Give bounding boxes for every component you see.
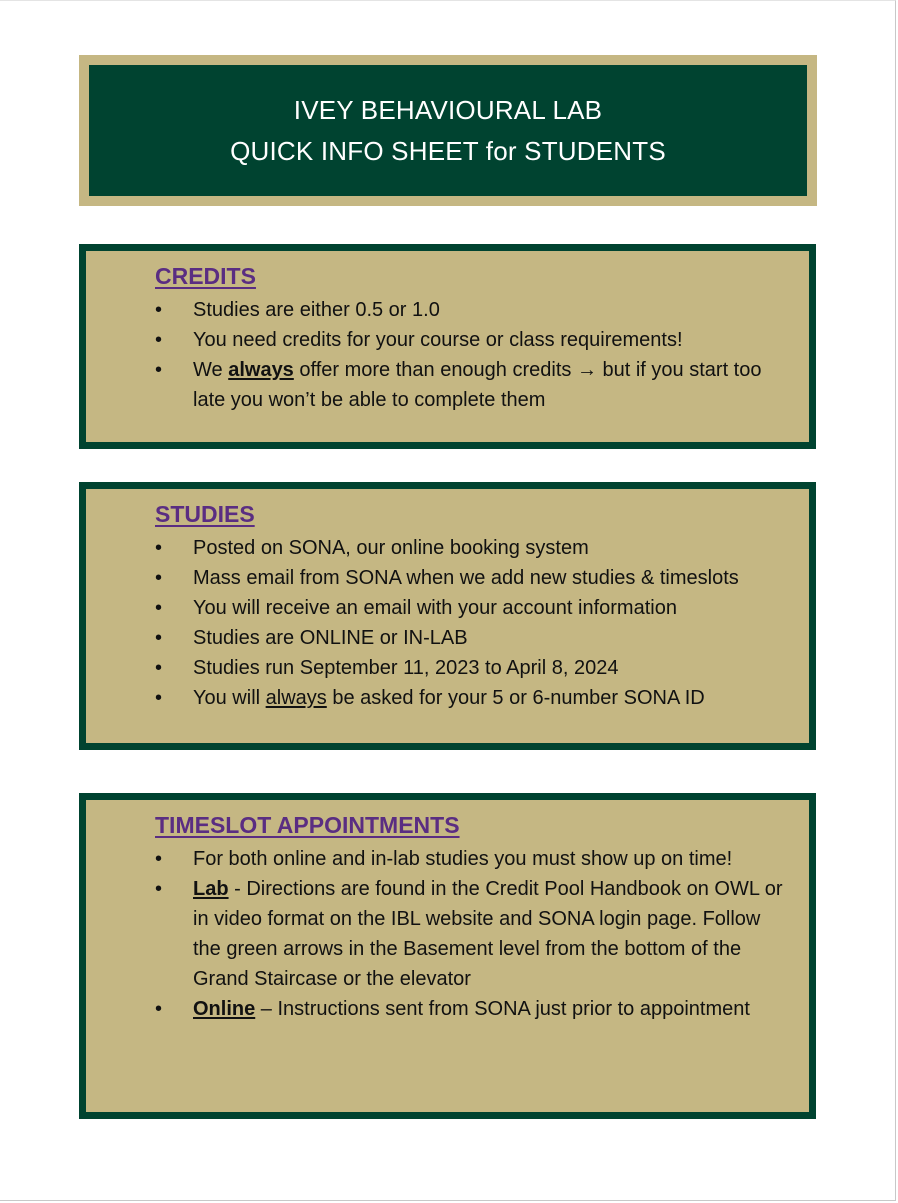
studies-heading: STUDIES [155,501,255,527]
list-item-text: Studies are ONLINE or IN-LAB [193,627,468,649]
bullet-icon: • [155,878,163,900]
header-title-line-2: QUICK INFO SHEET for STUDENTS [230,135,666,166]
list-item-text-post: - Directions are found in the Credit Pool Handbook on OWL or in video format on the IBL website and SONA login page. Follow the green arrows in the Basement level from the bottom of the Grand Staircase or the elevator [193,878,783,990]
list-item [155,844,785,874]
list-item [155,295,785,325]
timeslot-heading: TIMESLOT APPOINTMENTS [155,812,460,838]
credits-list [155,295,785,415]
bullet-icon: • [155,848,163,870]
bullet-icon: • [155,657,163,679]
list-item-text: You will receive an email with your account information [193,597,677,619]
list-item [155,683,785,713]
bullet-icon: • [155,597,163,619]
emphasis-always: always [265,687,327,709]
list-item-text-pre: We [193,359,229,381]
emphasis-online: Online [193,998,256,1020]
bullet-icon: • [155,567,163,589]
list-item [155,653,785,683]
list-item [155,623,785,653]
bullet-icon: • [155,329,163,351]
bullet-icon: • [155,687,163,709]
bullet-icon: • [155,359,163,381]
list-item-text-post: be asked for your 5 or 6-number SONA ID [326,687,705,709]
timeslot-section [79,793,816,1119]
list-item-text-post: offer more than enough credits → but if you start too late you won’t be able to complete them [193,359,762,411]
bullet-icon: • [155,998,163,1020]
bullet-icon: • [155,627,163,649]
list-item-text: You need credits for your course or class requirements! [193,329,683,351]
list-item [155,355,785,415]
header-title-line-1: IVEY BEHAVIOURAL LAB [293,94,603,125]
list-item [155,874,785,994]
list-item-text-post: – Instructions sent from SONA just prior to appointment [255,998,750,1020]
emphasis-lab: Lab [193,878,229,900]
bullet-icon: • [155,537,163,559]
header-title-box [89,65,807,196]
list-item [155,325,785,355]
studies-section [79,482,816,750]
timeslot-list [155,844,785,1024]
list-item-text-pre: You will [193,687,266,709]
list-item-text: Mass email from SONA when we add new studies & timeslots [193,567,739,589]
list-item-text: Studies are either 0.5 or 1.0 [193,299,440,321]
credits-section [79,244,816,449]
list-item-text: For both online and in-lab studies you must show up on time! [193,848,733,870]
list-item-text: Studies run September 11, 2023 to April 8, 2024 [193,657,619,679]
list-item [155,994,785,1024]
studies-list [155,533,785,713]
emphasis-always: always [228,359,294,381]
bullet-icon: • [155,299,163,321]
list-item-text: Posted on SONA, our online booking system [193,537,589,559]
credits-heading: CREDITS [155,263,256,289]
list-item [155,593,785,623]
header-banner [79,55,817,206]
list-item [155,533,785,563]
list-item [155,563,785,593]
